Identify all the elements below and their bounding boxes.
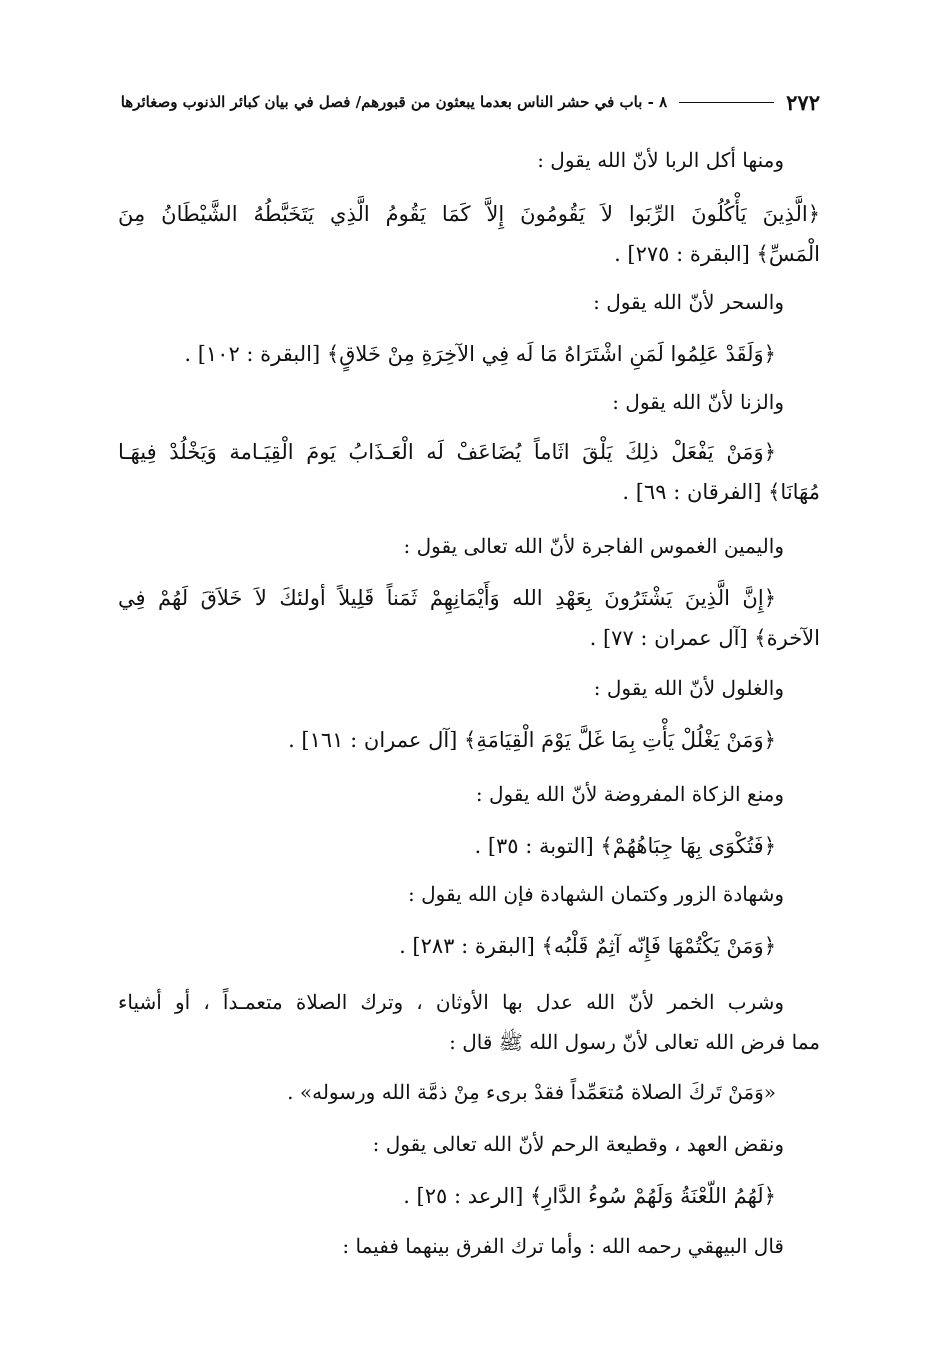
verse-line: الْمَسِّ﴾ [البقرة : ٢٧٥] . <box>614 242 820 266</box>
text-line: مما فرض الله تعالى لأنّ رسول الله ﷺ قال : <box>449 1030 820 1054</box>
verse-line: ﴿فَتُكْوَى بِهَا جِبَاهُهُمْ﴾ [التوبة : ٣٥] . <box>474 834 776 858</box>
verse-line: ﴿وَمَنْ يَغْلُلْ يَأْتِ بِمَا غَلَّ يَوْمَ الْقِيَامَةِ﴾ [آل عمران : ١٦١] . <box>288 728 776 752</box>
hadith-line: «وَمَنْ تَركَ الصلاة مُتعَمِّداً فقدْ برىء مِنْ ذمَّة الله ورسوله» . <box>287 1080 776 1104</box>
text-line: واليمين الغموس الفاجرة لأنّ الله تعالى يقول : <box>403 534 784 558</box>
text-line: وشهادة الزور وكتمان الشهادة فإن الله يقول : <box>408 882 784 906</box>
running-title: ٨ - باب في حشر الناس بعدما يبعثون من قبورهم/ فصل في بيان كبائر الذنوب وصغائرها <box>120 93 668 111</box>
verse-line: مُهَانَا﴾ [الفرقان : ٦٩] . <box>622 480 820 504</box>
verse-line: ﴿لَهُمُ اللّعْنَةُ وَلَهُمْ سُوءُ الدَّارِ﴾ [الرعد : ٢٥] . <box>403 1184 776 1208</box>
page-number: ٢٧٢ <box>786 89 820 115</box>
verse-line: ﴿وَمَنْ يَفْعَلْ ذلِكَ يَلْقَ اثَاماً يُضَاعَفْ لَه الْعَـذَابُ يَومَ الْقِيَـامة وَيَخْلُدْ فِيهَـا <box>118 440 776 464</box>
text-line: والسحر لأنّ الله يقول : <box>593 290 784 314</box>
verse-line: ﴿وَمَنْ يَكْتُمْهَا فَإِنّه آثِمٌ قَلْبُه﴾ [البقرة : ٢٨٣] . <box>399 934 776 958</box>
text-line: ومنع الزكاة المفروضة لأنّ الله يقول : <box>475 782 784 806</box>
verse-line: ﴿وَلَقَدْ عَلِمُوا لَمَنِ اشْتَرَاهُ مَا لَه فِي الآخِرَةِ مِنْ خَلاقٍ﴾ [البقرة : ١٠٢] . <box>184 342 776 366</box>
verse-line: ﴿الَّذِينَ يَأْكُلُونَ الرِّبَوا لاَ يَقُومُونَ إِلاَّ كَمَا يَقُومُ الَّذِي يَتَخَبَّطُهُ الشَّيْطَانُ مِنَ <box>118 202 820 226</box>
running-header <box>110 86 820 118</box>
text-line: ومنها أكل الربا لأنّ الله يقول : <box>537 148 784 172</box>
verse-line: الآخرة﴾ [آل عمران : ٧٧] . <box>589 626 820 650</box>
text-line: وشرب الخمر لأنّ الله عدل بها الأوثان ، وترك الصلاة متعمـداً ، أو أشياء <box>118 990 784 1014</box>
header-rule <box>679 102 774 103</box>
text-line: والزنا لأنّ الله يقول : <box>612 390 784 414</box>
verse-line: ﴿إِنَّ الَّذِينَ يَشْتَرُونَ بِعَهْدِ الله وَأَيْمَانِهِمْ ثَمَناً قَلِيلاً أولئكَ لاَ خَلاَقَ لَهُمْ فِي <box>118 586 776 610</box>
text-line: قال البيهقي رحمه الله : وأما ترك الفرق بينهما ففيما : <box>342 1234 784 1258</box>
text-line: ونقض العهد ، وقطيعة الرحم لأنّ الله تعالى يقول : <box>372 1132 784 1156</box>
text-line: والغلول لأنّ الله يقول : <box>593 676 784 700</box>
